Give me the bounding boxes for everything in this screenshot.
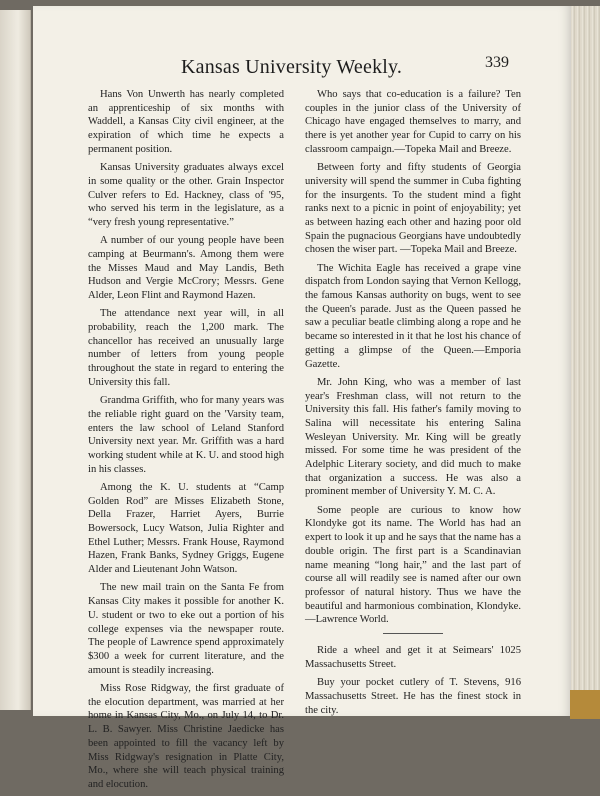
news-item: Between forty and fifty students of Georgia university will spend the summer in Cuba fighting for the insurgents. To the student mind a fight ranks next to a picnic in point of enjoyability; yet as between hazing each other and hazing poor old Spain the pugnacious Georgians have undoubtedly chosen the wiser part. —Topeka Mail and Breeze. bbox=[305, 162, 521, 256]
news-item: Hans Von Unwerth has nearly completed an apprenticeship of six months with Waddell, a Kansas City civil engineer, at the expiration of which time he expects a permanent position. bbox=[88, 89, 284, 155]
right-column bbox=[305, 88, 521, 722]
page-header bbox=[33, 52, 571, 82]
news-item: The attendance next year will, in all probability, reach the 1,200 mark. The chancellor has received an unusually large number of letters from young people throughout the state in regard to entering the University this fall. bbox=[88, 308, 284, 388]
news-item: Miss Rose Ridgway, the first graduate of the elocution department, was married at her home in Kansas City, Mo., on July 14, to Dr. L. B. Sawyer. Miss Christine Jaedicke has been appointed to fill the vacancy left by Miss Ridgway's resignation in Platte City, Mo., where she will teach physical training and elocution. bbox=[88, 682, 284, 790]
news-item: The new mail train on the Santa Fe from Kansas City makes it possible for another K. U. student or two to eke out a portion of his college expenses via the newspaper route. The people of Lawrence spend approximately $300 a week for current literature, and the amount is steadily increasing. bbox=[88, 582, 284, 676]
book-binding bbox=[570, 690, 600, 719]
news-item: Who says that co-education is a failure? Ten couples in the junior class of the University of Chicago have engaged themselves to marry, and there is yet another year for Cupid to carry on his classroom campaign.—Topeka Mail and Breeze. bbox=[305, 89, 521, 155]
journal-title: Kansas University Weekly. bbox=[181, 56, 403, 78]
news-item: Kansas University graduates always excel in some quality or the other. Grain Inspector Culver refers to Ed. Hackney, class of '95, who served his term in the legislature, as a “very fresh young representative.” bbox=[88, 162, 284, 228]
news-item: The Wichita Eagle has received a grape vine dispatch from London saying that Vernon Kellogg, the famous Kansas authority on bugs, went to see the Queen's parade. Just as the Queen passed he saw a peculiar beatle climbing along a rope and he became so interested in it that he lost his chance of getting a glimpse of the Queen.—Emporia Gazette. bbox=[305, 262, 521, 370]
page-number: 339 bbox=[485, 54, 509, 71]
news-item: Some people are curious to know how Klondyke got its name. The World has had an expert to look it up and he says that the name has a double origin. The first part is a Scandinavian name meaning “long hair,” and the last part of course all will readily see is named after our own professor of natural history. Thus we have the beautiful and harmonious combination, Klondyke.—Lawrence World. bbox=[305, 504, 521, 626]
advertisement: Ride a wheel and get it at Seimears' 1025 Massachusetts Street. bbox=[305, 645, 521, 670]
left-column bbox=[88, 88, 284, 796]
news-item: Mr. John King, who was a member of last year's Freshman class, will not return to the University this fall. His father's family moving to Salina will necessitate his entering Salina Wesleyan University. Mr. King will be greatly missed. For some time he was president of the Adelphic Literary society, and did much to make that organization a success. He was also a prominent member of University Y. M. C. A. bbox=[305, 376, 521, 498]
section-divider bbox=[383, 633, 443, 634]
news-item: Grandma Griffith, who for many years was the reliable right guard on the 'Varsity team, enters the law school of Leland Stanford University next year. Mr. Griffith was a hard working student while at K. U. and stood high in his classes. bbox=[88, 395, 284, 475]
page-stack-edge bbox=[571, 6, 600, 719]
news-item: Among the K. U. students at “Camp Golden Rod” are Misses Elizabeth Stone, Della Frazer, Harriet Ayers, Burrie Bowersock, Lucy Watson, Julia Righter and Ethel Luther; Messrs. Frank House, Raymond Hazen, Frank Banks, Sydney Griggs, Eugene Alder and Lieutenant John Watson. bbox=[88, 481, 284, 576]
news-item: A number of our young people have been camping at Beurmann's. Among them were the Misses Maud and May Landis, Beth Hudson and Vergie McCrory; Messrs. Gene Alder, Leon Flint and Raymond Hazen. bbox=[88, 235, 284, 302]
advertisement: Buy your pocket cutlery of T. Stevens, 916 Massachusetts Street. He has the finest stock in the city. bbox=[305, 677, 521, 716]
adjacent-page-edge bbox=[0, 10, 31, 710]
